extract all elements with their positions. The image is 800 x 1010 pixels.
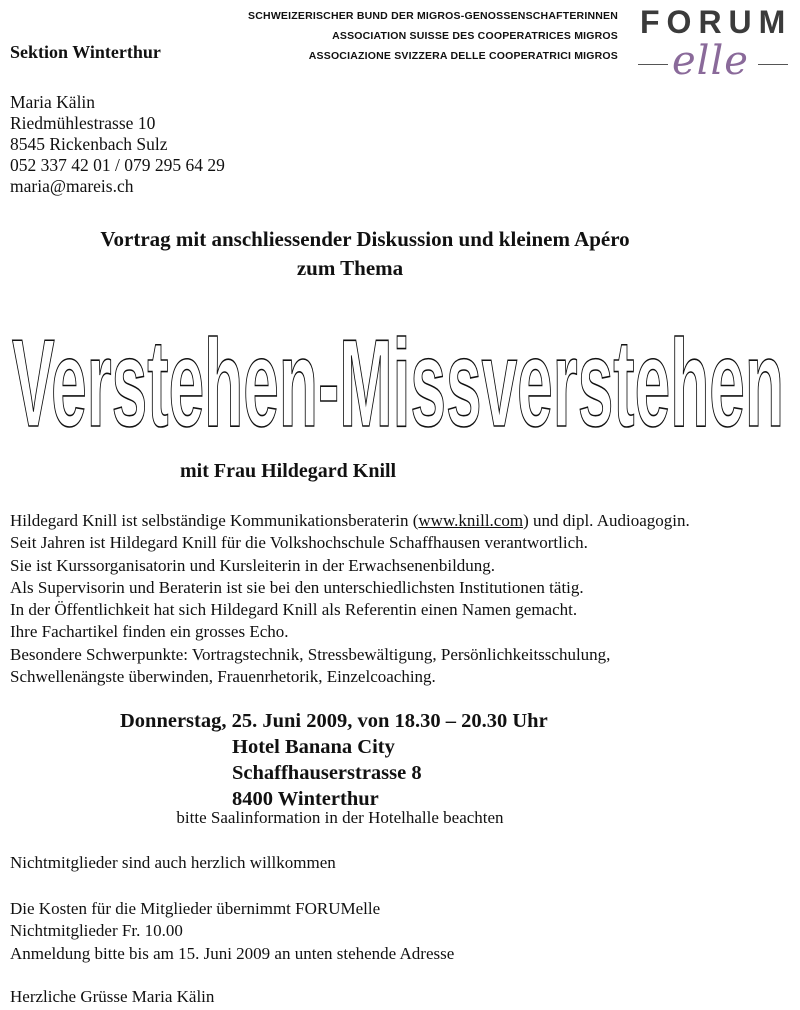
sender-email: maria@mareis.ch: [10, 176, 134, 196]
welcome-text: Nichtmitglieder sind auch herzlich willkommen: [10, 853, 336, 872]
org-name-de: SCHWEIZERISCHER BUND DER MIGROS-GENOSSENSCHAFTERINNEN: [248, 10, 618, 22]
costs-text: Die Kosten für die Mitglieder übernimmt FORUMelle: [10, 899, 381, 918]
logo-word: FORUM: [640, 4, 793, 40]
bio-line: Sie ist Kurssorganisatorin und Kursleiterin in der Erwachsenenbildung.: [10, 555, 496, 575]
section-name: Sektion Winterthur: [10, 42, 161, 62]
logo-rule-right: [758, 64, 788, 65]
closing: [10, 986, 214, 1008]
org-name-fr: ASSOCIATION SUISSE DES COOPERATRICES MIGROS: [332, 30, 618, 42]
welcome-line: [10, 852, 336, 874]
registration-text: Anmeldung bitte bis am 15. Juni 2009 an unten stehende Adresse: [10, 943, 455, 963]
sender-address: [10, 92, 225, 197]
sender-street: Riedmühlestrasse 10: [10, 113, 156, 133]
sender-city: 8545 Rickenbach Sulz: [10, 134, 168, 154]
event-datetime: Donnerstag, 25. Juni 2009, von 18.30 – 20.30 Uhr: [120, 710, 548, 732]
org-name-it: ASSOCIAZIONE SVIZZERA DELLE COOPERATRICI MIGROS: [308, 50, 618, 62]
bio-text-before-link: Hildegard Knill ist selbständige Kommunikationsberaterin (: [10, 511, 419, 530]
website-link[interactable]: www.knill.com: [418, 511, 524, 530]
event-details: [120, 708, 548, 812]
logo-rule-left: [638, 64, 668, 65]
bio-text-after-link: ) und dipl. Audioagogin.: [523, 511, 690, 530]
venue-note: bitte Saalinformation in der Hotelhalle beachten: [176, 808, 504, 827]
bio-line: Ihre Fachartikel finden ein grosses Echo.: [10, 622, 289, 642]
event-venue: Hotel Banana City: [232, 736, 395, 758]
event-street: Schaffhauserstrasse 8: [232, 762, 422, 784]
event-city: 8400 Winterthur: [232, 788, 379, 810]
intro-line-2: zum Thema: [296, 256, 404, 280]
speaker-bio: [10, 510, 690, 688]
sender-name: Maria Kälin: [10, 92, 96, 112]
organization-names: [240, 6, 618, 66]
greeting-text: Herzliche Grüsse Maria Kälin: [10, 987, 215, 1006]
fee-text: Nichtmitglieder Fr. 10.00: [10, 921, 183, 941]
intro-line-1: Vortrag mit anschliessender Diskussion und kleinem Apéro: [100, 227, 630, 251]
bio-line: Schwellenängste überwinden, Frauenrhetorik, Einzelcoaching.: [10, 667, 436, 687]
cost-info: [10, 898, 454, 965]
forum-elle-logo: [632, 4, 792, 96]
bio-line: [10, 510, 690, 532]
bio-line: Als Supervisorin und Beraterin ist sie bei den unterschiedlichsten Institutionen tätig.: [10, 577, 584, 597]
bio-line: Seit Jahren ist Hildegard Knill für die Volkshochschule Schaffhausen verantwortlich.: [10, 533, 588, 553]
sender-phone: 052 337 42 01 / 079 295 64 29: [10, 155, 225, 175]
event-title: [0, 314, 800, 442]
speaker-line: mit Frau Hildegard Knill: [180, 460, 397, 482]
logo-script: elle: [672, 38, 749, 84]
bio-line: In der Öffentlichkeit hat sich Hildegard Knill als Referentin einen Namen gemacht.: [10, 600, 578, 620]
event-title-text: Verstehen-Missverstehen: [12, 315, 784, 442]
bio-line: Besondere Schwerpunkte: Vortragstechnik, Stressbewältigung, Persönlichkeitsschulung,: [10, 644, 611, 664]
